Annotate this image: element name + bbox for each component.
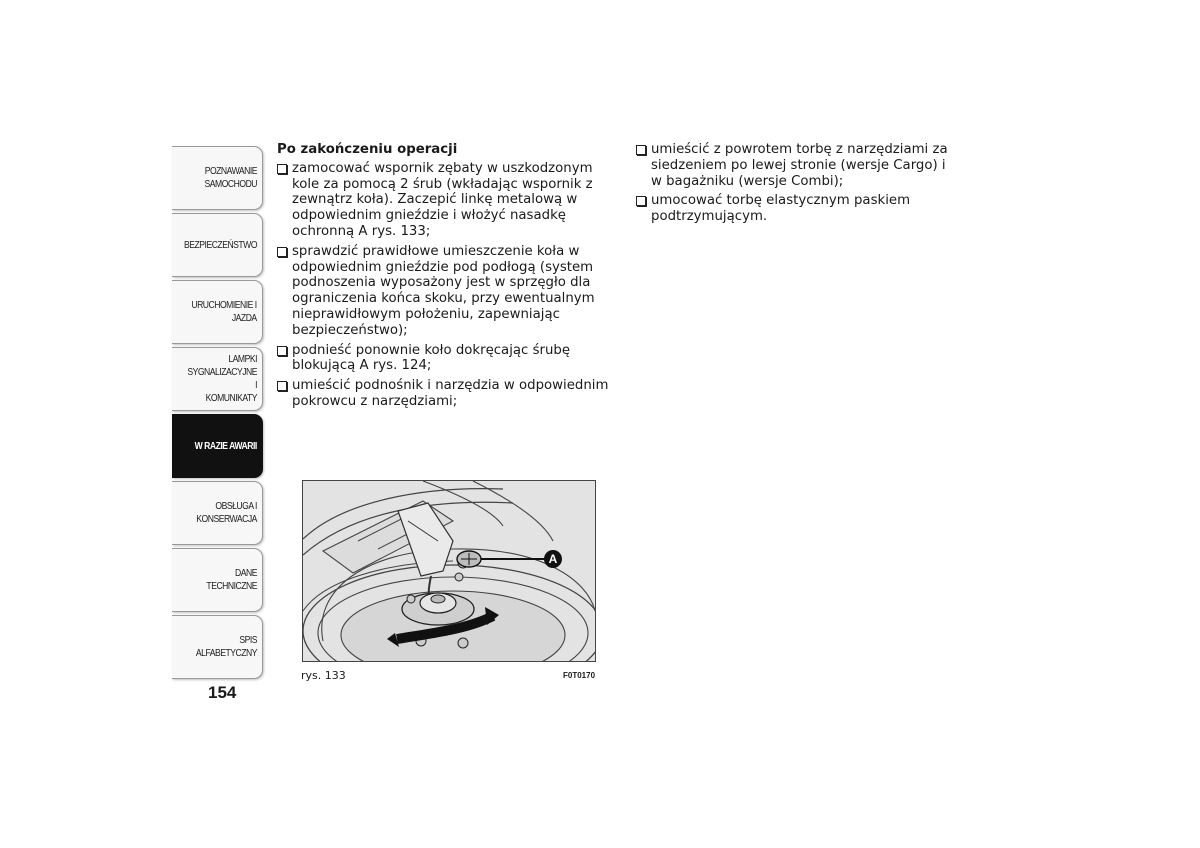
page-number: 154: [208, 683, 237, 702]
tab-uruchomienie-i-jazda[interactable]: [172, 280, 263, 344]
list-item: umieścić podnośnik i narzędzia w odpowiednim pokrowcu z narzędziami;: [277, 378, 617, 410]
tab-poznawanie-samochodu[interactable]: [172, 146, 263, 210]
tab-label: BEZPIECZEŃSTWO: [183, 238, 257, 251]
list-item: podnieść ponownie koło dokręcając śrubę blokującą A rys. 124;: [277, 343, 617, 375]
section-heading: Po zakończeniu operacji: [277, 142, 458, 157]
figure-illustration: [302, 480, 596, 662]
spare-wheel-mount-illustration: [303, 481, 595, 661]
tab-label: LAMPKI SYGNALIZACYJNE I KOMUNIKATY: [187, 353, 257, 404]
checkbox-bullet-icon: [277, 346, 287, 356]
list-item: umocować torbę elastycznym paskiem podtrzymującym.: [636, 193, 956, 225]
tab-label: URUCHOMIENIE I JAZDA: [191, 299, 257, 324]
tab-spis-alfabetyczny[interactable]: [172, 615, 263, 679]
list-item: umieścić z powrotem torbę z narzędziami za siedzeniem po lewej stronie (wersje Cargo) i w bagażniku (wersje Combi);: [636, 142, 956, 189]
figure-code: F0T0170: [563, 671, 596, 680]
tab-label: POZNAWANIE SAMOCHODU: [204, 165, 257, 190]
tab-obsluga-i-konserwacja[interactable]: [172, 481, 263, 545]
checkbox-bullet-icon: [277, 381, 287, 391]
checkbox-bullet-icon: [636, 196, 646, 206]
list-item: zamocować wspornik zębaty w uszkodzonym kole za pomocą 2 śrub (wkładając wspornik z zewnątrz koła). Zaczepić linkę metalową w odpowiednim gnieździe i włożyć nasadkę ochronną A rys. 133;: [277, 161, 617, 240]
right-column: [636, 142, 956, 229]
figure-caption: rys. 133: [301, 669, 346, 682]
tab-w-razie-awarii[interactable]: [172, 414, 263, 478]
tab-label: SPIS ALFABETYCZNY: [195, 634, 257, 659]
checkbox-bullet-icon: [277, 247, 287, 257]
left-column: [277, 142, 617, 414]
tab-lampki-sygnalizacyjne[interactable]: [172, 347, 263, 411]
tab-label: DANE TECHNICZNE: [206, 567, 257, 592]
list-item: sprawdzić prawidłowe umieszczenie koła w odpowiednim gnieździe pod podłogą (system podnoszenia wyposażony jest w sprzęgło dla ograniczenia końca skoku, przy ewentualnym nieprawidłowym położeniu, zapewniając bezpieczeństwo);: [277, 244, 617, 339]
tab-bezpieczenstwo[interactable]: [172, 213, 263, 277]
checkbox-bullet-icon: [636, 145, 646, 155]
tab-dane-techniczne[interactable]: [172, 548, 263, 612]
tab-label: OBSŁUGA I KONSERWACJA: [196, 500, 257, 525]
callout-label: A: [548, 552, 558, 566]
tab-label: W RAZIE AWARII: [194, 439, 257, 452]
checkbox-bullet-icon: [277, 164, 287, 174]
